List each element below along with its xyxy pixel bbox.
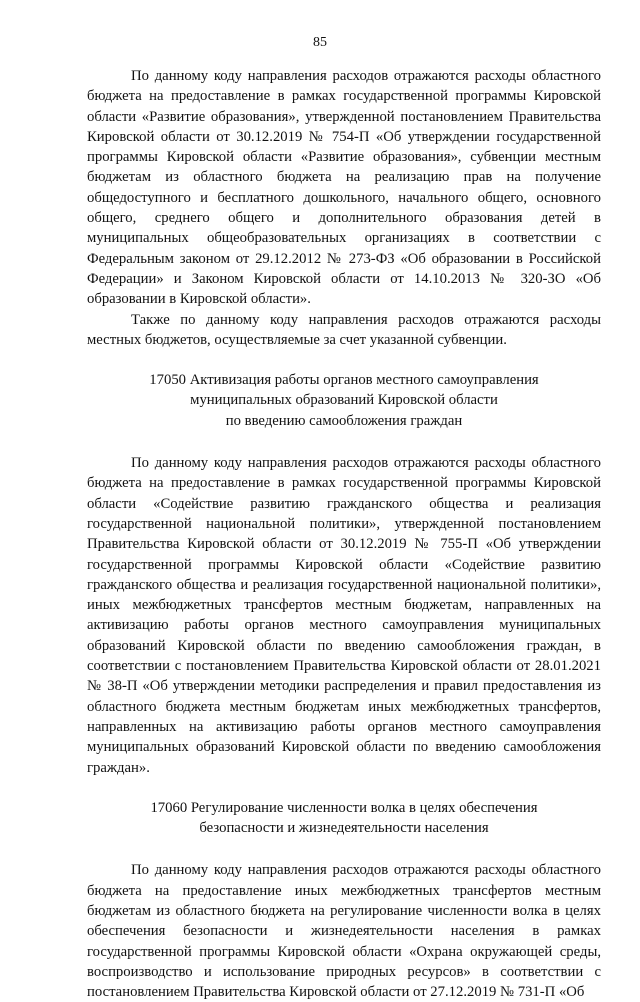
heading-line: безопасности и жизнедеятельности населения	[199, 820, 489, 837]
paragraph-subvention-education: По данному коду направления расходов отражаются расходы областного бюджета на предоставление в рамках государственной программы Кировской области «Развитие образования», утвержденной постановлением Правительства Кировской области от 30.12.2019 № 754-П «Об утверждении государственной программы Кировской области «Развитие образования», субвенции местным бюджетам из областного бюджета на реализацию прав на получение общедоступного и бесплатного дошкольного, начального общего, основного общего, среднего общего и дополнительного образования детей в муниципальных общеобразовательных организациях в соответствии с Федеральным законом от 29.12.2012 № 273-ФЗ «Об образовании в Российской Федерации» и Законом Кировской области от 14.10.2013 № 320-ЗО «Об образовании в Кировской области».	[87, 68, 601, 308]
page-number: 85	[313, 35, 327, 50]
document-body	[87, 66, 601, 1002]
heading-line: по введению самообложения граждан	[225, 412, 463, 429]
section-heading-17060	[87, 798, 601, 839]
heading-line: 17060 Регулирование численности волка в целях обеспечения	[150, 799, 538, 816]
paragraph-local-budgets: Также по данному коду направления расходов отражаются расходы местных бюджетов, осуществляемые за счет указанной субвенции.	[87, 311, 601, 348]
section-heading-17050	[87, 370, 601, 431]
paragraph-17050-description: По данному коду направления расходов отражаются расходы областного бюджета на предоставление в рамках государственной программы Кировской области «Содействие развитию гражданского общества и реализация государственной национальной политики», утвержденной постановлением Правительства Кировской области от 30.12.2019 № 755-П «Об утверждении государственной программы Кировской области «Содействие развитию гражданского общества и реализация государственной национальной политики», иных межбюджетных трансфертов местным бюджетам, направленных на активизацию работы органов местного самоуправления муниципальных образований Кировской области по введению самообложения граждан, в соответствии с постановлением Правительства Кировской области от 28.01.2021 № 38-П «Об утверждении методики распределения и правил предоставления из областного бюджета местным бюджетам иных межбюджетных трансфертов, направленных на активизацию работы органов местного самоуправления муниципальных образований Кировской области по введению самообложения граждан».	[87, 455, 601, 776]
paragraph-17060-description: По данному коду направления расходов отражаются расходы областного бюджета на предоставление иных межбюджетных трансфертов местным бюджетам из областного бюджета на регулирование численности волка в целях обеспечения безопасности и жизнедеятельности населения в рамках государственной программы Кировской области «Охрана окружающей среды, воспроизводство и использование природных ресурсов» в соответствии с постановлением Правительства Кировской области от 27.12.2019 № 731-П «Об	[87, 862, 601, 1001]
heading-line: муниципальных образований Кировской области	[190, 392, 498, 409]
heading-line: 17050 Активизация работы органов местного самоуправления	[149, 372, 539, 389]
